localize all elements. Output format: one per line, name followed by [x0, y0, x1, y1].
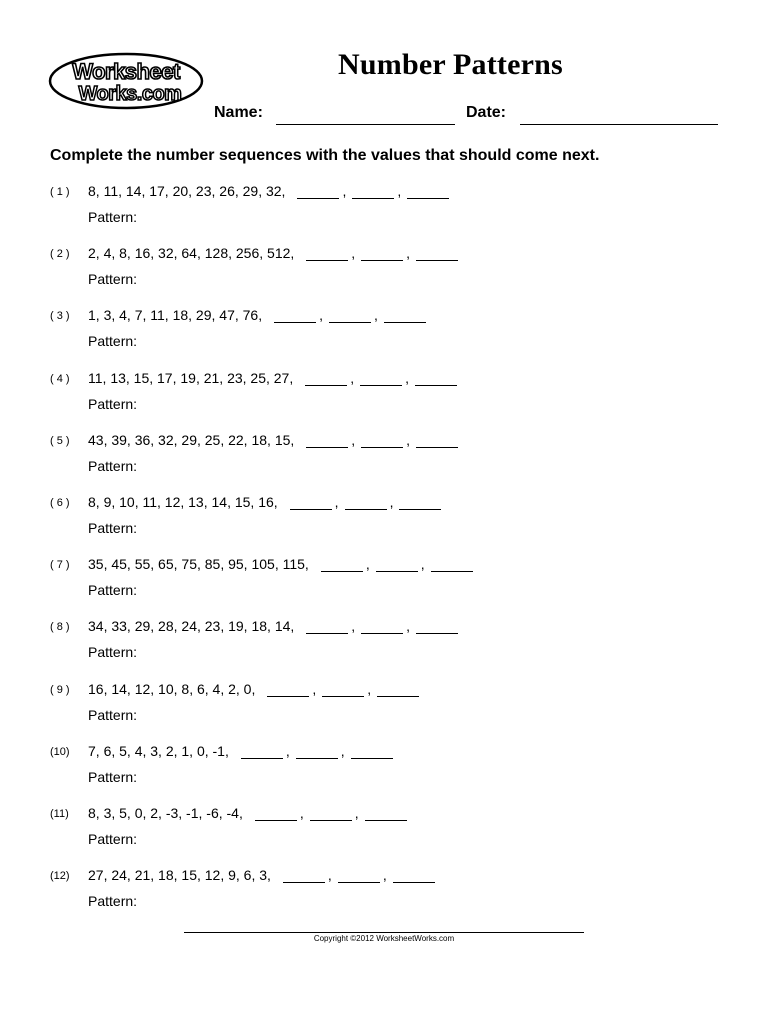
comma-separator: , — [382, 867, 387, 884]
answer-blank[interactable] — [376, 557, 418, 572]
comma-separator: , — [351, 618, 356, 635]
answer-blank[interactable] — [297, 184, 339, 199]
sequence-text: 43, 39, 36, 32, 29, 25, 22, 18, 15, — [88, 431, 295, 448]
sequence-row — [88, 245, 458, 261]
sequence-text: 1, 3, 4, 7, 11, 18, 29, 47, 76, — [88, 307, 263, 324]
problem-number: (12) — [50, 870, 70, 883]
comma-separator: , — [351, 431, 356, 448]
comma-separator: , — [319, 307, 323, 324]
pattern-label: Pattern: — [88, 582, 138, 599]
problem-item — [50, 245, 730, 307]
problem-number: (11) — [50, 807, 69, 820]
answer-blank[interactable] — [345, 495, 387, 510]
footer-divider — [184, 932, 584, 933]
worksheetworks-logo — [48, 52, 204, 110]
comma-separator: , — [299, 804, 304, 821]
sequence-text: 8, 11, 14, 17, 20, 23, 26, 29, 32, — [88, 183, 286, 199]
pattern-label: Pattern: — [88, 271, 138, 288]
sequence-text: 27, 24, 21, 18, 15, 12, 9, 6, 3, — [88, 867, 271, 884]
sequence-text: 8, 3, 5, 0, 2, -3, -1, -6, -4, — [88, 804, 243, 821]
sequence-row — [88, 432, 458, 448]
sequence-row — [88, 805, 407, 821]
comma-separator: , — [420, 556, 425, 573]
problem-item — [50, 805, 730, 867]
copyright: Copyright ©2012 WorksheetWorks.com — [313, 934, 455, 943]
problem-number: ( 6 ) — [50, 496, 70, 509]
name-label: Name: — [214, 104, 263, 121]
answer-blank[interactable] — [305, 371, 347, 386]
pattern-label: Pattern: — [88, 209, 138, 225]
answer-blank[interactable] — [322, 682, 364, 697]
answer-blank[interactable] — [255, 806, 297, 821]
sequence-text: 11, 13, 15, 17, 19, 21, 23, 25, 27, — [88, 369, 294, 386]
pattern-label: Pattern: — [88, 395, 138, 412]
comma-separator: , — [406, 245, 411, 262]
answer-blank[interactable] — [361, 619, 403, 634]
answer-blank[interactable] — [365, 806, 407, 821]
comma-separator: , — [327, 867, 332, 884]
answer-blank[interactable] — [384, 308, 426, 323]
answer-blank[interactable] — [416, 433, 458, 448]
comma-separator: , — [406, 431, 411, 448]
instructions: Complete the number sequences with the values that should come next. — [50, 147, 600, 164]
answer-blank[interactable] — [321, 557, 363, 572]
pattern-label: Pattern: — [88, 893, 138, 910]
answer-blank[interactable] — [393, 868, 435, 883]
answer-blank[interactable] — [360, 371, 402, 386]
comma-separator: , — [405, 369, 410, 386]
sequence-text: 16, 14, 12, 10, 8, 6, 4, 2, 0, — [88, 680, 256, 697]
comma-separator: , — [354, 804, 359, 821]
sequence-row — [88, 494, 441, 510]
comma-separator: , — [389, 493, 394, 510]
date-label: Date: — [466, 104, 507, 121]
answer-blank[interactable] — [351, 744, 393, 759]
answer-blank[interactable] — [290, 495, 332, 510]
pattern-label: Pattern: — [88, 830, 138, 847]
problem-number: ( 8 ) — [50, 621, 70, 634]
problem-number: (10) — [50, 745, 70, 758]
problem-item — [50, 307, 730, 369]
answer-blank[interactable] — [306, 619, 348, 634]
answer-blank[interactable] — [274, 308, 316, 323]
problem-list — [50, 183, 730, 929]
comma-separator: , — [312, 680, 317, 697]
comma-separator: , — [351, 245, 356, 262]
problem-number: ( 5 ) — [50, 434, 70, 447]
problem-number: ( 4 ) — [50, 372, 70, 385]
answer-blank[interactable] — [416, 246, 458, 261]
problem-item — [50, 681, 730, 743]
answer-blank[interactable] — [267, 682, 309, 697]
answer-blank[interactable] — [377, 682, 419, 697]
problem-number: ( 3 ) — [50, 310, 70, 323]
comma-separator: , — [342, 183, 347, 199]
problem-item — [50, 432, 730, 494]
sequence-row — [88, 618, 458, 634]
problem-item — [50, 743, 730, 805]
sequence-row — [88, 183, 449, 199]
answer-blank[interactable] — [399, 495, 441, 510]
problem-number: ( 9 ) — [50, 683, 70, 696]
answer-blank[interactable] — [416, 619, 458, 634]
sequence-row — [88, 681, 419, 697]
problem-item — [50, 370, 730, 432]
answer-blank[interactable] — [306, 433, 348, 448]
comma-separator: , — [350, 369, 355, 386]
answer-blank[interactable] — [407, 184, 449, 199]
comma-separator: , — [367, 680, 372, 697]
sequence-row — [88, 556, 473, 572]
sequence-row — [88, 743, 393, 759]
answer-blank[interactable] — [306, 246, 348, 261]
problem-item — [50, 618, 730, 680]
answer-blank[interactable] — [361, 433, 403, 448]
answer-blank[interactable] — [241, 744, 283, 759]
problem-number: ( 2 ) — [50, 248, 70, 261]
pattern-label: Pattern: — [88, 706, 138, 723]
pattern-label: Pattern: — [88, 519, 138, 536]
comma-separator: , — [334, 493, 339, 510]
problem-number: ( 7 ) — [50, 559, 70, 572]
answer-blank[interactable] — [283, 868, 325, 883]
pattern-label: Pattern: — [88, 644, 138, 661]
answer-blank[interactable] — [415, 371, 457, 386]
answer-blank[interactable] — [296, 744, 338, 759]
pattern-label: Pattern: — [88, 768, 138, 785]
problem-item — [50, 867, 730, 929]
answer-blank[interactable] — [431, 557, 473, 572]
logo-line1: Worksheet — [72, 59, 180, 84]
pattern-label: Pattern: — [88, 457, 138, 474]
answer-blank[interactable] — [338, 868, 380, 883]
pattern-label: Pattern: — [88, 333, 138, 350]
problem-item — [50, 494, 730, 556]
date-field[interactable] — [520, 124, 718, 125]
answer-blank[interactable] — [329, 308, 371, 323]
comma-separator: , — [373, 307, 378, 324]
comma-separator: , — [285, 742, 290, 759]
sequence-text: 34, 33, 29, 28, 24, 23, 19, 18, 14, — [88, 618, 295, 635]
sequence-text: 7, 6, 5, 4, 3, 2, 1, 0, -1, — [88, 742, 229, 759]
comma-separator: , — [365, 556, 370, 573]
comma-separator: , — [406, 618, 411, 635]
comma-separator: , — [397, 183, 402, 199]
sequence-text: 35, 45, 55, 65, 75, 85, 95, 105, 115, — [88, 556, 309, 573]
sequence-text: 8, 9, 10, 11, 12, 13, 14, 15, 16, — [88, 493, 278, 510]
problem-number: ( 1 ) — [50, 186, 70, 198]
sequence-row — [88, 867, 435, 883]
logo-line2: Works.com — [78, 83, 182, 105]
sequence-text: 2, 4, 8, 16, 32, 64, 128, 256, 512, — [88, 245, 295, 262]
comma-separator: , — [340, 742, 345, 759]
problem-item — [50, 183, 730, 245]
page-title: Number Patterns — [338, 48, 563, 81]
answer-blank[interactable] — [352, 184, 394, 199]
answer-blank[interactable] — [310, 806, 352, 821]
problem-item — [50, 556, 730, 618]
sequence-row — [88, 307, 426, 323]
answer-blank[interactable] — [361, 246, 403, 261]
name-field[interactable] — [276, 124, 455, 125]
sequence-row — [88, 370, 457, 386]
